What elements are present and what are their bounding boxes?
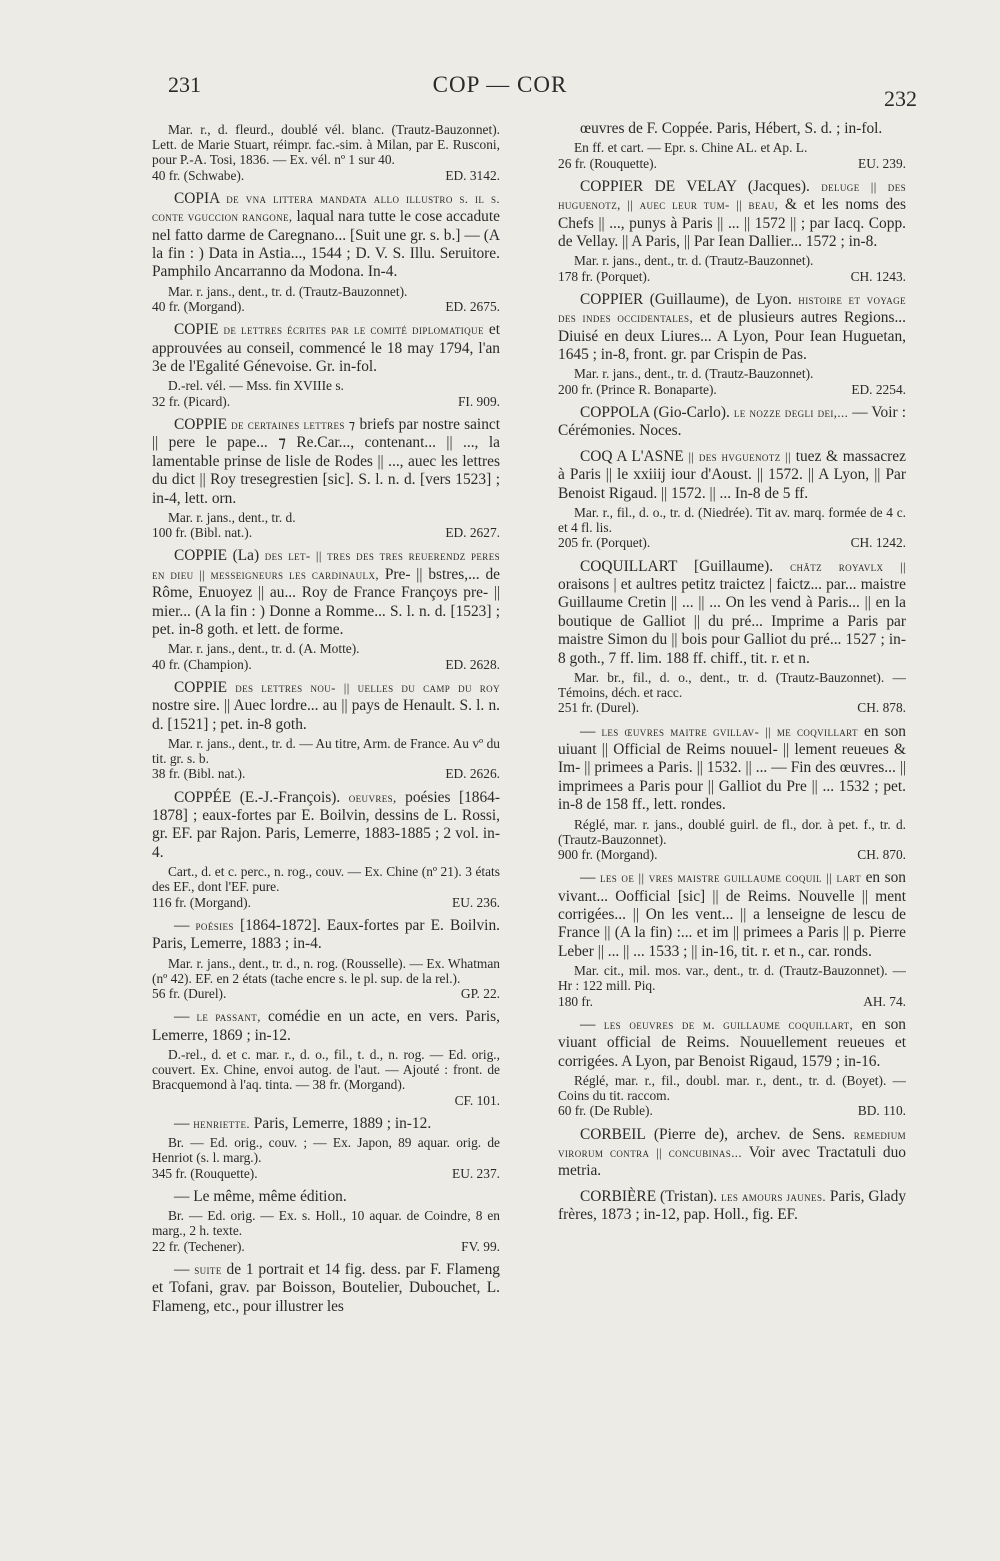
bibliography-entry (558, 448, 906, 551)
entry-binding-note: Cart., d. et c. perc., n. rog., couv. — Ex. Chine (nº 21). 3 états des EF., dont l'EF. pure. (152, 864, 500, 895)
entry-description: et de plusieurs autres Regions... Diuisé en deux Liures... A Lyon, Pour Iean Huguetan, 1645 ; in-8, front. gr. par Crispin de Pas. (558, 309, 906, 364)
entry-catalog-ref: BD. 110. (857, 1103, 906, 1119)
entry-description: briefs par nostre sainct || pere le pape... ⁊ Re.Car..., contenant... || ..., la lamentable prinse de lisle de Rodes || ..., auec les lettres du dict || Roy tresegrestien [sic]. S. l. n. d. [vers 1523] ; in-4, lett. orn. (152, 415, 500, 507)
bibliography-entry (558, 1016, 906, 1119)
entry-binding-note: Réglé, mar. r. jans., doublé guirl. de fl., dor. à pet. f., tr. d. (Trautz-Bauzonnet). (558, 816, 906, 847)
entry-description: Pre- || bstres,... de Rôme, Enuoyez || au... Roy de France Françoys pre- || mier... (A la fin : ) Donne a Romme... S. l. n. d. [1523] ; pet. in-8 goth. et lett. de forme. (152, 565, 500, 638)
entry-description: nostre sire. || Auec lordre... au || pays de Henault. S. l. n. d. [1521] ; pet. in-8 goth. (152, 697, 500, 733)
entry-binding-note: Mar. r., d. fleurd., doublé vél. blanc. (Trautz-Bauzonnet). Lett. de Marie Stuart, réimpr. fac.-sim. à Milan, par E. Rusconi, pour P.-A. Tosi, 1836. — Ex. vél. nº 1 sur 40. (152, 122, 500, 168)
bibliography-entry (152, 321, 500, 409)
entry-catalog-ref: FI. 909. (457, 393, 500, 409)
entry-title-smallcaps: || des hvguenotz || (688, 449, 791, 464)
entry-description: même édition. (258, 1187, 347, 1205)
entry-binding-note: Mar. cit., mil. mos. var., dent., tr. d. (Trautz-Bauzonnet). — Hr : 122 mill. Piq. (558, 963, 906, 994)
entry-title-smallcaps: les amours jaunes. (721, 1189, 826, 1204)
bibliography-entry (558, 178, 906, 284)
entry-heading: COPPIER DE VELAY (Jacques). (580, 177, 810, 195)
entry-heading: CORBIÈRE (Tristan). (580, 1187, 718, 1205)
entry-text (558, 1188, 906, 1225)
entry-price-line (558, 994, 906, 1009)
entry-heading: — (174, 1114, 190, 1132)
entry-price-line (152, 1239, 500, 1254)
entry-price-line (558, 269, 906, 284)
entry-text (558, 178, 906, 252)
entry-description: [1864-1872]. Eaux-fortes par E. Boilvin. Paris, Lemerre, 1883 ; in-4. (152, 916, 500, 953)
entry-description: — Voir : Cérémonies. Noces. (558, 403, 906, 440)
entry-description: Paris, Lemerre, 1889 ; in-12. (253, 1114, 432, 1132)
entry-heading: — (580, 722, 596, 740)
entry-text (152, 1261, 500, 1316)
entry-title-smallcaps: les œuvres maitre gvillav- || me coqvillart (601, 724, 858, 739)
entry-heading: COPIE (174, 321, 219, 339)
entry-binding-note: Br. — Ed. orig., couv. ; — Ex. Japon, 89 aquar. orig. de Henriot (s. l. marg.). (152, 1135, 500, 1166)
entry-title-smallcaps: poésies (195, 918, 234, 933)
bibliography-entry (152, 789, 500, 910)
entry-text (558, 869, 906, 961)
entry-heading: COQUILLART [Guillaume). (580, 557, 774, 575)
entry-heading: CORBEIL (Pierre de), archev. de Sens. (580, 1125, 846, 1143)
page-number-left: 231 (168, 72, 201, 97)
entry-price: 345 fr. (Rouquette). (152, 1165, 258, 1181)
entry-binding-note: Mar. r. jans., dent., tr. d. (Trautz-Bauzonnet). (168, 283, 408, 299)
entry-binding-note: Mar. br., fil., d. o., dent., tr. d. (Trautz-Bauzonnet). — Témoins, déch. et racc. (558, 669, 906, 701)
entry-text (152, 679, 500, 734)
entry-description: & et les noms des Chefs || ..., punys à Paris || ... || 1572 || ; par Iacq. Copp. de Vellay. || A Paris, || Par Iean Dallier... 1572 ; in-8. (558, 196, 906, 251)
entry-text (558, 404, 906, 441)
entry-price: 178 fr. (Porquet). (558, 268, 651, 284)
entry-catalog-ref: ED. 2254. (851, 381, 906, 397)
entry-price-line (152, 1166, 500, 1181)
entry-binding-note: Mar. r. jans., dent., tr. d. (168, 509, 296, 525)
entry-text (152, 416, 500, 508)
bibliography-entry (152, 1188, 500, 1254)
bibliography-entry (558, 869, 906, 1009)
entry-text (558, 1016, 906, 1071)
entry-description: de 1 portrait et 14 fig. dess. par F. Flameng et Tofani, grav. par Boisson, Boutelier, Dubouchet, L. Flameng, etc., pour illustrer les (152, 1260, 500, 1315)
entry-price: 32 fr. (Picard). (152, 393, 231, 409)
entry-price-line (558, 847, 906, 862)
entry-price: 26 fr. (Rouquette). (558, 155, 657, 171)
entry-text (558, 448, 906, 503)
entry-title-smallcaps: de lettres écrites par le comité diplomatique (223, 323, 484, 338)
entry-catalog-ref: ED. 2627. (445, 525, 500, 541)
entry-description: tuez & massacrez à Paris || le xxiiij iour d'Aoust. || 1572. || A Lyon, || Par Benoist Rigaud. || 1572. || ... In-8 de 5 ff. (558, 447, 906, 502)
entry-catalog-ref: GP. 22. (460, 986, 500, 1002)
entry-catalog-ref: ED. 2626. (445, 766, 500, 782)
entry-price: 100 fr. (Bibl. nat.). (152, 525, 253, 541)
page-number-right: 232 (884, 86, 917, 111)
bibliography-entry (152, 1008, 500, 1108)
entry-price: 116 fr. (Morgand). (152, 894, 251, 910)
entry-price: 60 fr. (De Ruble). (558, 1103, 653, 1119)
entry-price-line (152, 299, 500, 314)
bibliography-entry (152, 122, 500, 183)
entry-price-line (152, 657, 500, 672)
entry-price: 180 fr. (558, 993, 593, 1009)
left-column (152, 120, 500, 1520)
entry-title-smallcaps: les oe || vres maistre guillaume coquil || lart (599, 871, 862, 886)
entry-title-smallcaps: de certaines lettres ⁊ (231, 417, 356, 432)
entry-heading: COPPOLA (Gio-Carlo). (580, 403, 730, 421)
entry-catalog-ref: CH. 1243. (850, 268, 906, 284)
entry-price-line (152, 525, 500, 540)
entry-description: poésies [1864-1878] ; eaux-fortes par E. Boilvin, dessins de L. Rossi, gr. EF. par Rajon. Paris, Lemerre, 1883-1885 ; 2 vol. in-4. (152, 788, 500, 861)
entry-binding-note: D.-rel. vél. — Mss. fin XVIIIe s. (168, 378, 344, 394)
running-title: COP — COR (432, 72, 568, 97)
entry-text (152, 789, 500, 863)
entry-text (152, 917, 500, 954)
entry-catalog-ref: AH. 74. (863, 993, 906, 1009)
bibliography-entry (558, 120, 906, 171)
entry-price-line (152, 168, 500, 183)
entry-heading: COPPÉE (E.-J.-François). (174, 788, 341, 806)
entry-binding-note: Mar. r., fil., d. o., tr. d. (Niedrée). Tit av. marq. formée de 4 c. et 4 fl. lis. (558, 504, 906, 536)
entry-heading: — (580, 869, 596, 887)
entry-catalog-ref: EU. 239. (858, 155, 906, 171)
bibliography-entry (152, 1115, 500, 1181)
entry-title-smallcaps: chãtz royavlx || (790, 559, 906, 574)
entry-text (558, 120, 906, 138)
entry-binding-note: D.-rel., d. et c. mar. r., d. o., fil., t. d., n. rog. — Ed. orig., couvert. Ex. Chine, envoi autog. de l'aut. — Ajouté : front. de Bracquemond à l'aq. tinta. — 38 fr. (Morgand). (152, 1047, 500, 1093)
entry-heading: COPPIER (Guillaume), de Lyon. (580, 290, 792, 308)
right-column (558, 120, 906, 1520)
entry-price-line (152, 986, 500, 1001)
bibliography-entry (152, 190, 500, 314)
entry-binding-note: Mar. r. jans., dent., tr. d., n. rog. (Rousselle). — Ex. Whatman (nº 42). EF. en 2 états (tache encre s. le pl. sup. de la rel.). (152, 955, 500, 986)
entry-text (152, 1115, 500, 1133)
entry-text (152, 190, 500, 282)
bibliography-entry (152, 416, 500, 540)
entry-catalog-ref: ED. 2628. (445, 656, 500, 672)
entry-binding-note: Réglé, mar. r., fil., doubl. mar. r., dent., tr. d. (Boyet). — Coins du tit. raccom. (558, 1073, 906, 1104)
entry-heading: COPPIE (174, 415, 228, 433)
bibliography-entry (558, 1126, 906, 1181)
entry-text (558, 558, 906, 668)
entry-title-smallcaps: henriette. (193, 1116, 250, 1131)
entry-text (152, 1188, 500, 1206)
entry-description: et approuvées au conseil, commencé le 18 may 1794, l'an 3e de l'Egalité Génevoise. Gr. in-fol. (152, 321, 500, 376)
entry-text (152, 1008, 500, 1045)
entry-description: en son uiuant || Official de Reims nouuel- || lement reueues & Im- || primees a Paris. || 1532. || ... — Fin des œuvres... || imprimees a Paris pour || Galliot du Pre || ... 1532 ; pet. in-8 de 158 ff., lett. rondes. (558, 722, 906, 814)
entry-price: 251 fr. (Durel). (558, 700, 640, 716)
entry-price-line (558, 1103, 906, 1118)
entry-description: Paris, Glady frères, 1873 ; in-12, pap. Holl., fig. EF. (558, 1187, 906, 1224)
entry-title-smallcaps: histoire et voyage des indes occidentales, (558, 292, 906, 326)
entry-catalog-ref: ED. 2675. (445, 299, 500, 315)
entry-heading: — (174, 1260, 190, 1278)
entry-catalog-ref: CF. 101. (454, 1092, 500, 1108)
entry-price: 22 fr. (Techener). (152, 1238, 245, 1254)
entry-title-smallcaps: de vna littera mandata allo illustro s. il s. conte vguccion rangone, (152, 191, 500, 225)
entry-heading: COPPIE (La) (174, 547, 260, 565)
bibliography-entry (558, 558, 906, 716)
entry-heading: COPIA (174, 189, 220, 207)
entry-binding-note: Br. — Ed. orig. — Ex. s. Holl., 10 aquar. de Coindre, 8 en marg., 2 h. texte. (152, 1208, 500, 1239)
bibliography-entry (152, 1261, 500, 1316)
entry-title-smallcaps: deluge || des huguenotz, || auec leur tum- || beau, (558, 179, 906, 213)
entry-title-smallcaps: des let- || tres des tres reuerendz peres en dieu || messeigneurs les cardinaulx, (152, 549, 500, 582)
entry-price: 40 fr. (Schwabe). (152, 167, 245, 183)
entry-catalog-ref: CH. 870. (857, 847, 906, 862)
bibliography-entry (558, 404, 906, 441)
entry-title-smallcaps: des lettres nou- || uelles du camp du roy (235, 680, 500, 695)
bibliography-entry (152, 917, 500, 1001)
entry-description: comédie en un acte, en vers. Paris, Lemerre, 1869 ; in-12. (152, 1008, 500, 1044)
entry-price: 200 fr. (Prince R. Bonaparte). (558, 381, 717, 397)
entry-price-line (558, 700, 906, 715)
entry-description: en son vivant... Oofficial [sic] || de Reims. Nouvelle || ment corrigées... || On les vent... || a lenseigne de lescu de France || (A la fin) :... et im || primees a Paris || p. Pierre Leber || ... || ... 1533 ; || in-16, tit. r. et n., car. ronds. (558, 869, 906, 960)
bibliography-entry (558, 291, 906, 397)
entry-heading: — (174, 1008, 190, 1026)
entry-catalog-ref: CH. 1242. (850, 535, 906, 551)
entry-description: oraisons | et aultres petitz traictez | faictz... par... maistre Guillaume Cretin || ... || ... On les vend à Paris... || en la boutique de Galliot || du pré... Imprime a Paris par maistre Simon du || bois pour Galliot du pré... 1527 ; in-8 goth., 7 ff. lim. 188 ff. chiff., tit. r. et n. (558, 575, 906, 667)
entry-price: 38 fr. (Bibl. nat.). (152, 766, 246, 782)
entry-heading: COQ A L'ASNE (580, 447, 684, 465)
entry-text (558, 1126, 906, 1181)
entry-price: 40 fr. (Morgand). (152, 299, 245, 315)
entry-price: 56 fr. (Durel). (152, 986, 227, 1002)
entry-title-smallcaps: oeuvres, (348, 790, 397, 805)
entry-title-smallcaps: le nozze degli dei,... (733, 405, 849, 420)
entry-heading: — (174, 916, 190, 934)
entry-heading: COPPIE (174, 678, 228, 696)
entry-title-smallcaps: remedium virorum contra || concubinas... (558, 1127, 906, 1161)
entry-description: œuvres de F. Coppée. Paris, Hébert, S. d. ; in-fol. (580, 120, 883, 137)
entry-price-line (558, 535, 906, 550)
entry-catalog-ref: CH. 878. (857, 700, 906, 716)
entry-catalog-ref: FV. 99. (461, 1238, 500, 1254)
entry-text (558, 723, 906, 815)
entry-binding-note: Mar. r. jans., dent., tr. d. (A. Motte). (168, 641, 360, 657)
entry-binding-note: Mar. r. jans., dent., tr. d. (Trautz-Bauzonnet). (574, 366, 814, 382)
entry-price: 40 fr. (Champion). (152, 656, 252, 672)
entry-catalog-ref: EU. 236. (452, 894, 500, 910)
bibliography-entry (152, 547, 500, 671)
entry-catalog-ref: ED. 3142. (445, 167, 500, 183)
entry-text (152, 547, 500, 639)
entry-title-smallcaps: les oeuvres de m. guillaume coquillart, (603, 1017, 854, 1032)
entry-catalog-ref: EU. 237. (452, 1165, 500, 1181)
entry-binding-note: En ff. et cart. — Epr. s. Chine AL. et Ap. L. (574, 140, 808, 156)
entry-text (558, 291, 906, 365)
entry-heading: — (580, 1015, 596, 1033)
entry-heading: — Le même, (174, 1187, 255, 1205)
entry-description: Voir avec Tractatuli duo metria. (558, 1144, 906, 1180)
entry-price: 900 fr. (Morgand). (558, 847, 658, 862)
entry-price-line (152, 766, 500, 781)
bibliography-entry (152, 679, 500, 782)
entry-price-line (152, 394, 500, 409)
entry-title-smallcaps: suite (194, 1262, 222, 1277)
entry-text (152, 321, 500, 376)
entry-description: en son viuant official de Reims. Nouuellement reueues et corrigées. A Lyon, par Benoist Rigaud, 1579 ; in-16. (558, 1015, 906, 1070)
entry-price: 205 fr. (Porquet). (558, 535, 651, 551)
entry-price-line (152, 1093, 500, 1108)
page-header (0, 66, 1000, 111)
entry-description: laqual nara tutte le cose accadute nel fatto darme de Caregnano... [Suit une gr. s. b.] — (A la fin : ) Data in Astia..., 1544 ; D. V. S. Illu. Seruitore. Pamphilo Ancarranno da Modona. In-4. (152, 208, 500, 281)
bibliography-entry (558, 723, 906, 863)
entry-price-line (558, 382, 906, 397)
entry-price-line (558, 156, 906, 171)
entry-title-smallcaps: le passant, (196, 1010, 261, 1025)
entry-binding-note: Mar. r. jans., dent., tr. d. (Trautz-Bauzonnet). (574, 253, 814, 269)
entry-binding-note: Mar. r. jans., dent., tr. d. — Au titre, Arm. de France. Au vº du tit. gr. s. b. (152, 735, 500, 767)
entry-price-line (152, 895, 500, 910)
entry-price (152, 1093, 158, 1108)
bibliography-entry (558, 1188, 906, 1225)
